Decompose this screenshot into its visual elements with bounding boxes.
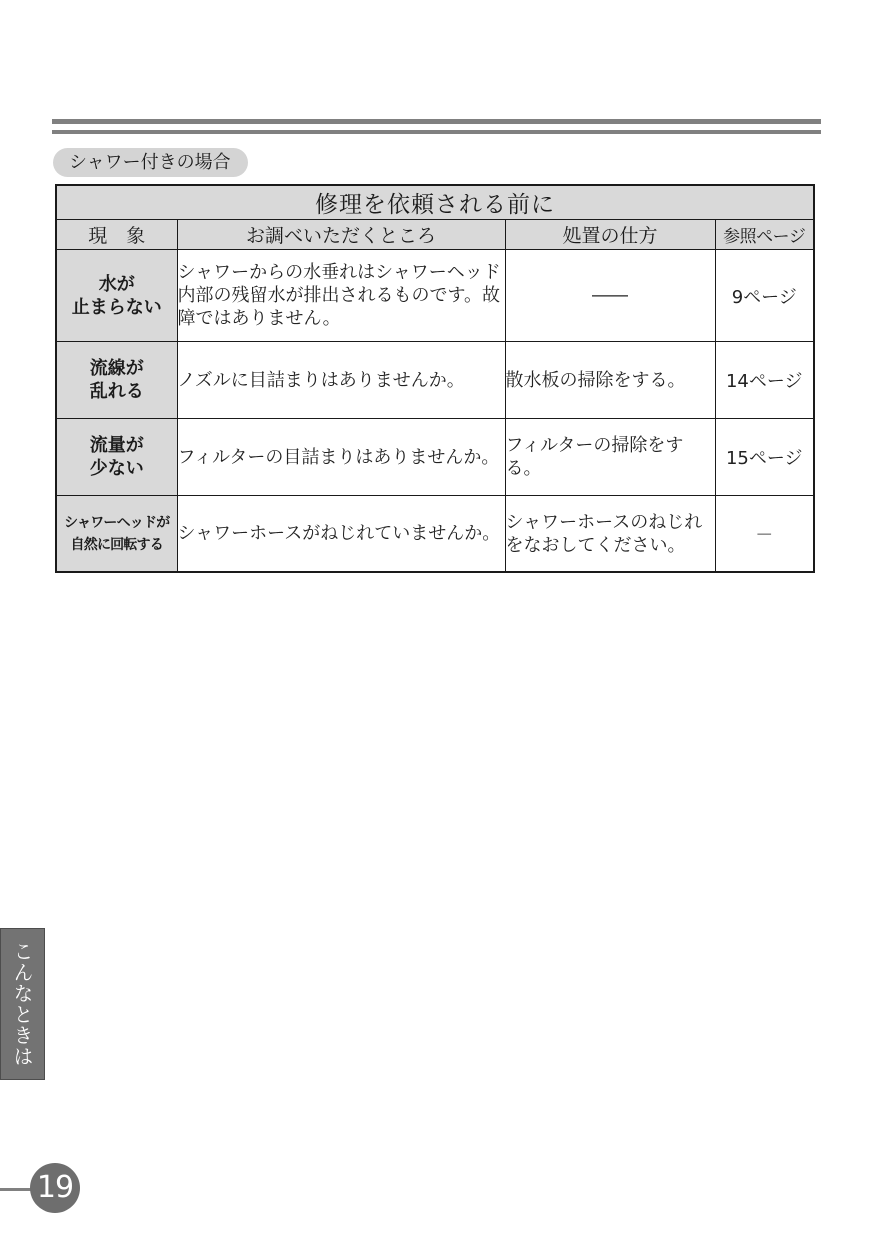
header-rule-top (52, 119, 821, 124)
check-cell: ノズルに目詰まりはありませんか。 (177, 342, 505, 419)
header-action: 処置の仕方 (505, 220, 715, 250)
check-cell: シャワーホースがねじれていませんか。 (177, 496, 505, 573)
section-label: シャワー付きの場合 (53, 148, 248, 177)
chapter-tab (0, 928, 45, 1080)
table-row (56, 496, 814, 573)
symptom-cell (56, 496, 177, 573)
symptom-cell (56, 250, 177, 342)
symptom-line: 少ない (89, 458, 144, 479)
symptom-line: 乱れる (89, 381, 144, 402)
page-reference: － (715, 496, 814, 573)
page-reference: 15ページ (715, 419, 814, 496)
symptom-line: 水が (98, 273, 135, 295)
check-cell: シャワーからの水垂れはシャワーヘッド内部の残留水が排出されるものです。故障ではありません。 (177, 250, 505, 342)
symptom-line: 止まらない (71, 296, 162, 318)
symptom-line: シャワーヘッドが (64, 514, 170, 531)
action-cell: 散水板の掃除をする。 (505, 342, 715, 419)
table-title: 修理を依頼される前に (56, 185, 814, 220)
header-rule-bottom (52, 130, 821, 134)
header-check: お調べいただくところ (177, 220, 505, 250)
header-page: 参照ページ (715, 220, 814, 250)
table-row (56, 342, 814, 419)
page-number: 19 (30, 1163, 80, 1213)
check-cell: フィルターの目詰まりはありませんか。 (177, 419, 505, 496)
symptom-cell (56, 342, 177, 419)
header-symptom: 現 象 (56, 220, 177, 250)
symptom-line: 流量が (89, 435, 144, 456)
symptom-line: 自然に回転する (70, 536, 163, 553)
action-cell: シャワーホースのねじれをなおしてください。 (505, 496, 715, 573)
action-cell: ―― (505, 250, 715, 342)
repair-table (55, 184, 815, 573)
page-reference: 9ページ (715, 250, 814, 342)
page-reference: 14ページ (715, 342, 814, 419)
table-row (56, 250, 814, 342)
symptom-cell (56, 419, 177, 496)
symptom-line: 流線が (89, 358, 144, 379)
table-row (56, 419, 814, 496)
action-cell: フィルターの掃除をする。 (505, 419, 715, 496)
chapter-tab-label: こんなときは (10, 941, 34, 1067)
